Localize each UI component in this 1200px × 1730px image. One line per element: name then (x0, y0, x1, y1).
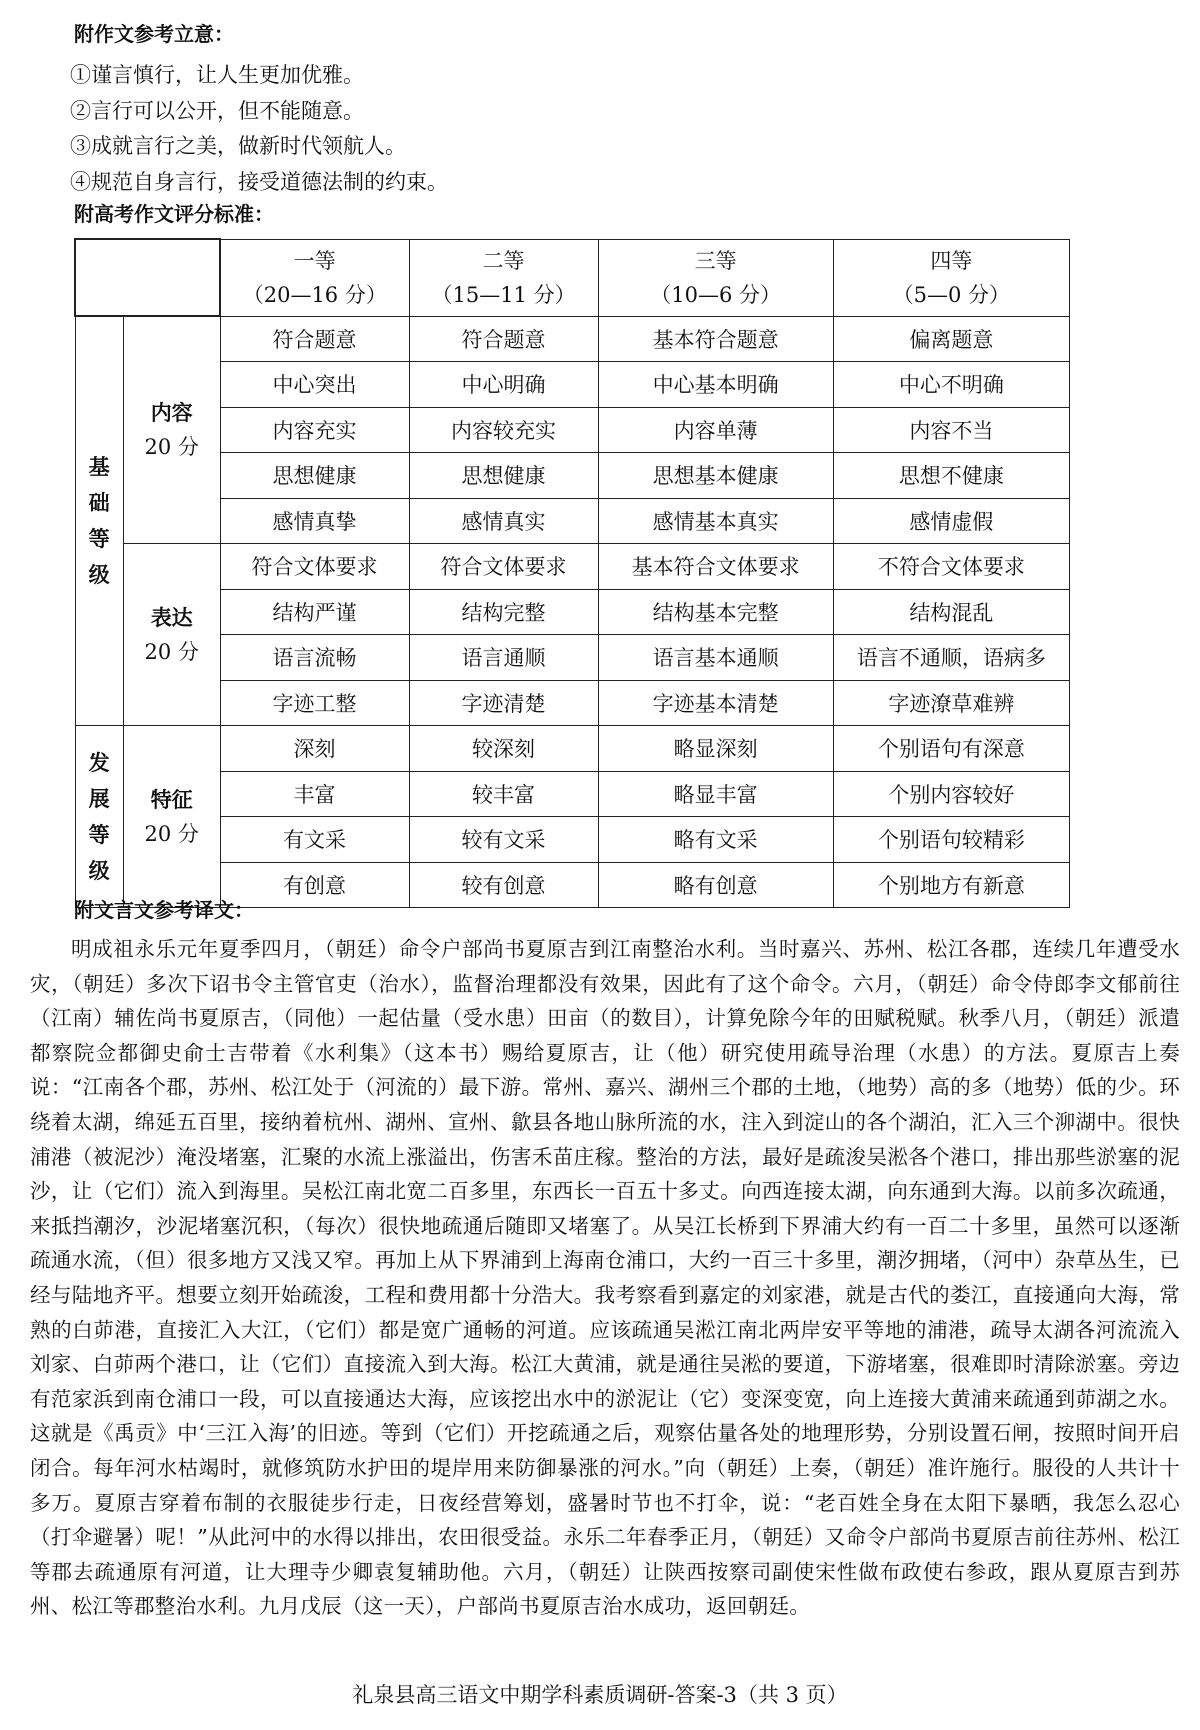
level-label-basic: 基 础 等 级 (75, 316, 123, 726)
table-cell: 字迹潦草难辨 (833, 680, 1069, 726)
table-cell: 符合文体要求 (220, 544, 409, 590)
list-item: ③成就言行之美，做新时代领航人。 (70, 134, 406, 158)
table-cell: 感情真挚 (220, 498, 409, 544)
table-cell: 语言不通顺，语病多 (833, 635, 1069, 681)
list-item: ②言行可以公开，但不能随意。 (70, 98, 364, 123)
table-cell: 思想健康 (409, 453, 598, 499)
essay-ideas-list (70, 58, 1130, 200)
table-cell: 内容不当 (833, 407, 1069, 453)
table-corner-cell (75, 239, 220, 316)
table-cell: 结构完整 (409, 589, 598, 635)
table-cell: 内容较充实 (409, 407, 598, 453)
table-cell: 较有文采 (409, 817, 598, 863)
table-cell: 符合题意 (220, 316, 409, 362)
table-cell: 符合文体要求 (409, 544, 598, 590)
table-cell: 有文采 (220, 817, 409, 863)
table-cell: 中心不明确 (833, 362, 1069, 408)
table-cell: 内容充实 (220, 407, 409, 453)
table-cell: 个别内容较好 (833, 771, 1069, 817)
page-footer: 礼泉县高三语文中期学科素质调研-答案-3（共 3 页） (352, 1683, 848, 1707)
table-cell: 思想基本健康 (598, 453, 833, 499)
table-cell: 感情真实 (409, 498, 598, 544)
table-cell: 丰富 (220, 771, 409, 817)
table-cell: 略有创意 (598, 862, 833, 908)
table-cell: 感情基本真实 (598, 498, 833, 544)
table-cell: 字迹基本清楚 (598, 680, 833, 726)
table-cell: 较有创意 (409, 862, 598, 908)
group-label-content: 内容 20 分 (123, 316, 220, 544)
list-item: ④规范自身言行，接受道德法制的约束。 (70, 169, 448, 194)
table-cell: 有创意 (220, 862, 409, 908)
essay-ideas-title: 附作文参考立意： (74, 22, 234, 46)
table-cell: 略有文采 (598, 817, 833, 863)
table-cell: 语言通顺 (409, 635, 598, 681)
grade-header: 三等 （10—6 分） (598, 239, 833, 316)
list-item: ①谨言慎行，让人生更加优雅。 (70, 63, 364, 87)
translation-title: 附文言文参考译文： (74, 898, 254, 922)
table-cell: 深刻 (220, 726, 409, 772)
table-cell: 感情虚假 (833, 498, 1069, 544)
group-label-expression: 表达 20 分 (123, 544, 220, 726)
table-cell: 语言流畅 (220, 635, 409, 681)
table-cell: 偏离题意 (833, 316, 1069, 362)
table-cell: 思想不健康 (833, 453, 1069, 499)
translation-body (30, 932, 1180, 1624)
table-cell: 略显丰富 (598, 771, 833, 817)
table-cell: 字迹工整 (220, 680, 409, 726)
table-cell: 符合题意 (409, 316, 598, 362)
table-cell: 内容单薄 (598, 407, 833, 453)
grade-header: 二等 （15—11 分） (409, 239, 598, 316)
table-cell: 中心突出 (220, 362, 409, 408)
table-cell: 中心基本明确 (598, 362, 833, 408)
scoring-title: 附高考作文评分标准： (74, 202, 274, 226)
translation-paragraph: 明成祖永乐元年夏季四月，（朝廷）命令户部尚书夏原吉到江南整治水利。当时嘉兴、苏州、松江各郡，连续几年遭受水灾，（朝廷）多次下诏书令主管官吏（治水），监督治理都没有效果，因此有了这个命令。六月，（朝廷）命令侍郎李文郁前往（江南）辅佐尚书夏原吉，（同他）一起估量（受水患）田亩（的数目），计算免除今年的田赋税赋。秋季八月，（朝廷）派遣都察院佥都御史俞士吉带着《水利集》（这本书）赐给夏原吉，让（他）研究使用疏导治理（水患）的方法。夏原吉上奏说：“江南各个郡，苏州、松江处于（河流的）最下游。常州、嘉兴、湖州三个郡的土地，（地势）高的多（地势）低的少。环绕着太湖，绵延五百里，接纳着杭州、湖州、宣州、歙县各地山脉所流的水，注入到淀山的各个湖泊，汇入三个泖湖中。很快浦港（被泥沙）淹没堵塞，汇聚的水流上涨溢出，伤害禾苗庄稼。整治的方法，最好是疏浚吴淞各个港口，排出那些淤塞的泥沙，让（它们）流入到海里。吴松江南北宽二百多里，东西长一百五十多丈。向西连接太湖，向东通到大海。以前多次疏通，来抵挡潮汐，沙泥堵塞沉积，（每次）很快地疏通后随即又堵塞了。从吴江长桥到下界浦大约有一百二十多里，虽然可以逐渐疏通水流，（但）很多地方又浅又窄。再加上从下界浦到上海南仓浦口，大约一百三十多里，潮汐拥堵，（河中）杂草丛生，已经与陆地齐平。想要立刻开始疏浚，工程和费用都十分浩大。我考察看到嘉定的刘家港，就是古代的娄江，直接通向大海，常熟的白茆港，直接汇入大江，（它们）都是宽广通畅的河道。应该疏通吴淞江南北两岸安平等地的浦港，疏导太湖各河流流入刘家、白茆两个港口，让（它们）直接流入到大海。松江大黄浦，就是通往吴淞的要道，下游堵塞，很难即时清除淤塞。旁边有范家浜到南仓浦口一段，可以直接通达大海，应该挖出水中的淤泥让（它）变深变宽，向上连接大黄浦来疏通到茆湖之水。这就是《禹贡》中‘三江入海’的旧迹。等到（它们）开挖疏通之后，观察估量各处的地理形势，分别设置石闸，按照时间开启闭合。每年河水枯竭时，就修筑防水护田的堤岸用来防御暴涨的河水。”向（朝廷）上奏，（朝廷）准许施行。服役的人共计十多万。夏原吉穿着布制的衣服徒步行走，日夜经营筹划，盛暑时节也不打伞，说：“老百姓全身在太阳下暴晒，我怎么忍心（打伞避暑）呢！”从此河中的水得以排出，农田很受益。永乐二年春季正月，（朝廷）又命令户部尚书夏原吉前往苏州、松江等郡去疏通原有河道，让大理寺少卿袁复辅助他。六月，（朝廷）让陕西按察司副使宋性做布政使右参政，跟从夏原吉到苏州、松江等郡整治水利。九月戊辰（这一天），户部尚书夏原吉治水成功，返回朝廷。 (30, 937, 1180, 1619)
table-cell: 个别语句较精彩 (833, 817, 1069, 863)
table-cell: 个别语句有深意 (833, 726, 1069, 772)
grade-header: 四等 （5—0 分） (833, 239, 1069, 316)
table-cell: 基本符合文体要求 (598, 544, 833, 590)
table-cell: 字迹清楚 (409, 680, 598, 726)
table-cell: 中心明确 (409, 362, 598, 408)
table-cell: 结构混乱 (833, 589, 1069, 635)
grade-header: 一等 （20—16 分） (220, 239, 409, 316)
table-cell: 基本符合题意 (598, 316, 833, 362)
scoring-table (74, 238, 1070, 908)
table-cell: 较深刻 (409, 726, 598, 772)
table-cell: 结构基本完整 (598, 589, 833, 635)
table-cell: 思想健康 (220, 453, 409, 499)
table-cell: 略显深刻 (598, 726, 833, 772)
table-cell: 较丰富 (409, 771, 598, 817)
table-cell: 结构严谨 (220, 589, 409, 635)
level-label-development: 发 展 等 级 (75, 726, 123, 908)
group-label-feature: 特征 20 分 (123, 726, 220, 908)
table-cell: 语言基本通顺 (598, 635, 833, 681)
table-cell: 个别地方有新意 (833, 862, 1069, 908)
table-cell: 不符合文体要求 (833, 544, 1069, 590)
